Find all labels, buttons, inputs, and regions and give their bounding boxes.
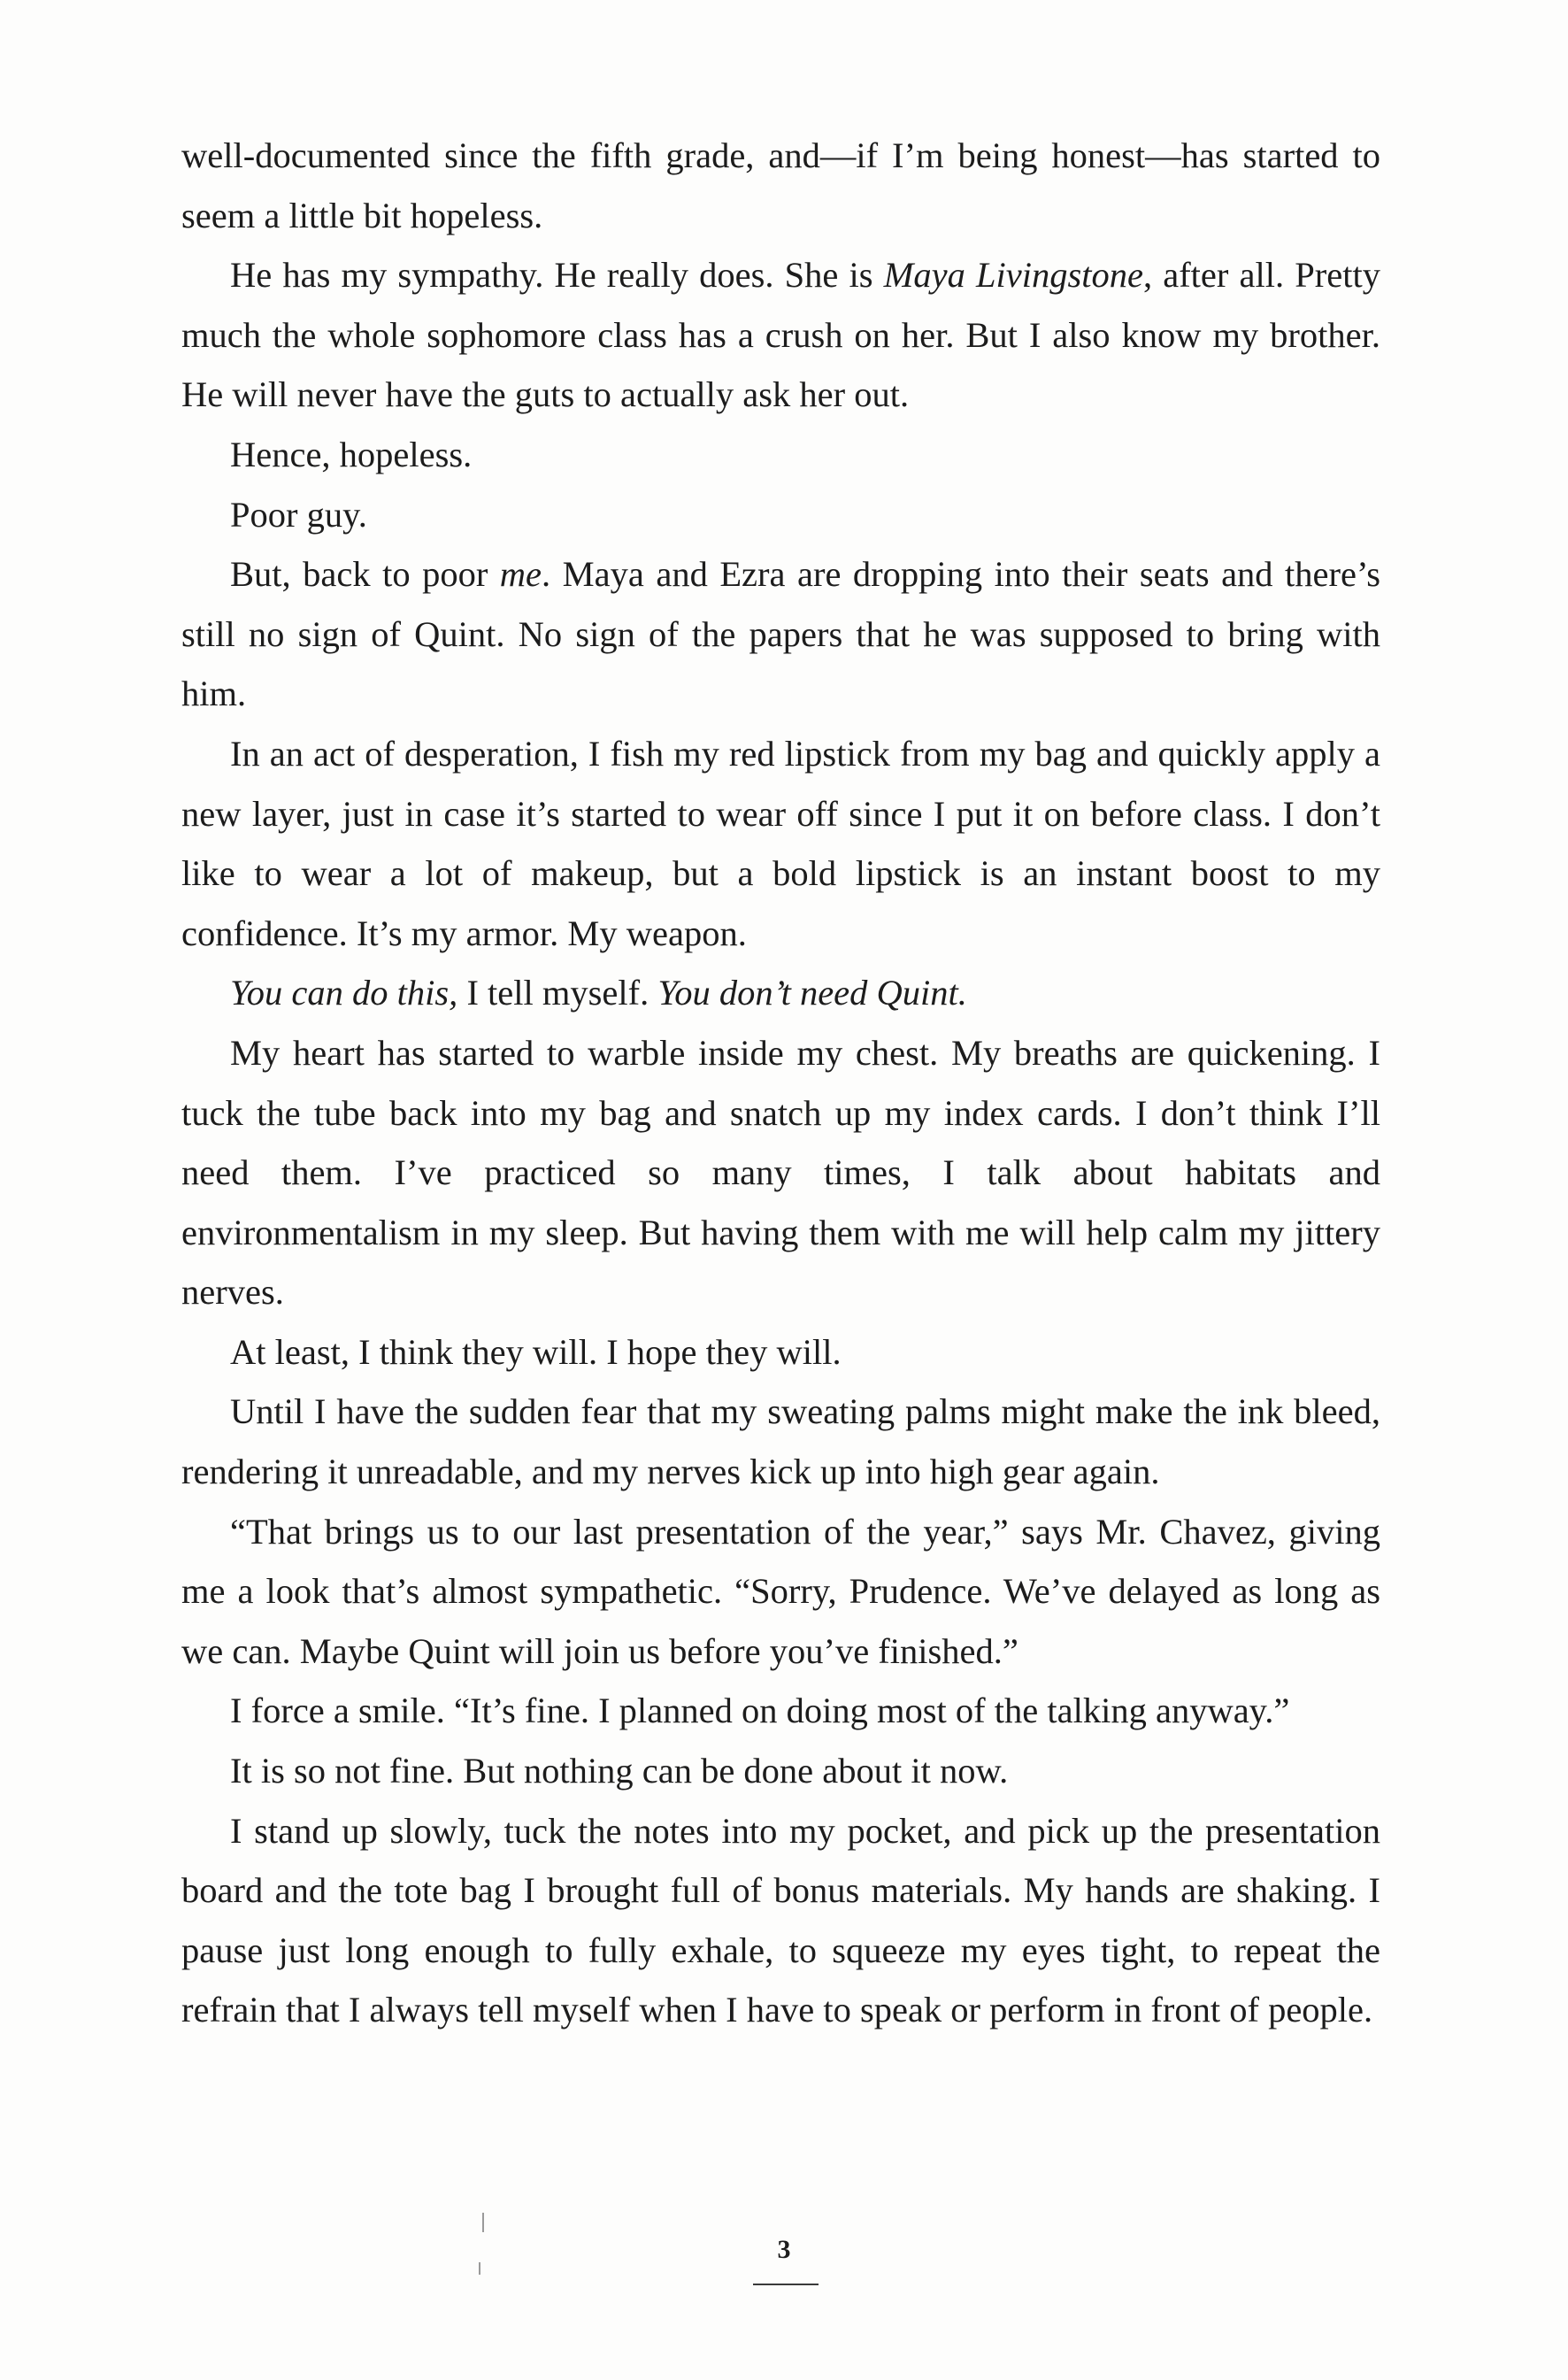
body-paragraph <box>181 1322 1380 1383</box>
scan-artifact-mark <box>479 2262 480 2275</box>
text-run: “That brings us to our last presentation of the year,” says Mr. Chavez, giving me a look that’s almost sympathetic. “Sorry, Prudence. We’ve delayed as long as we can. Maybe Quint will join us before you’ve finished.” <box>181 1511 1380 1671</box>
italic-text-run: You don’t need Quint. <box>657 973 967 1013</box>
text-run: I stand up slowly, tuck the notes into my pocket, and pick up the presentation board and the tote bag I brought full of bonus materials. My hands are shaking. I pause just long enough to fully exhale, to squeeze my eyes tight, to repeat the refrain that I always tell myself when I have to speak or perform in front of people. <box>181 1810 1380 2030</box>
italic-text-run: You can do this, <box>230 973 458 1013</box>
text-run: He has my sympathy. He really does. She is <box>230 255 884 296</box>
body-paragraph <box>181 245 1380 425</box>
body-paragraph <box>181 425 1380 485</box>
text-run: I force a smile. “It’s fine. I planned on doing most of the talking anyway.” <box>230 1691 1290 1731</box>
body-paragraph <box>181 1801 1380 2040</box>
italic-text-run: Maya Livingstone <box>883 255 1143 296</box>
body-paragraph <box>181 1382 1380 1501</box>
body-paragraph <box>181 1741 1380 1801</box>
text-run: . Maya and Ezra are dropping into their seats and there’s still no sign of Quint. No sign of the papers that he was supposed to bring with him. <box>181 554 1380 714</box>
page-body <box>181 126 1380 2040</box>
scan-artifact-mark <box>482 2213 484 2232</box>
text-run: Until I have the sudden fear that my sweating palms might make the ink bleed, rendering it unreadable, and my nerves kick up into high gear again. <box>181 1391 1380 1492</box>
text-run: It is so not fine. But nothing can be done about it now. <box>230 1751 1009 1791</box>
body-paragraph <box>181 1023 1380 1322</box>
body-paragraph <box>181 485 1380 545</box>
text-run: My heart has started to warble inside my chest. My breaths are quickening. I tuck the tube back into my bag and snatch up my index cards. I don’t think I’ll need them. I’ve practiced so many times, I talk about habitats and environmentalism in my sleep. But having them with me will help calm my jittery nerves. <box>181 1032 1380 1313</box>
page-number: 3 <box>777 2235 791 2264</box>
page-number-rule <box>753 2284 819 2285</box>
italic-text-run: me <box>499 554 542 595</box>
text-run: , after all. Pretty much the whole sophomore class has a crush on her. But I also know my brother. He will never have the guts to actually ask her out. <box>181 255 1380 415</box>
body-paragraph <box>181 126 1380 245</box>
text-run: In an act of desperation, I fish my red lipstick from my bag and quickly apply a new layer, just in case it’s started to wear off since I put it on before class. I don’t like to wear a lot of makeup, but a bold lipstick is an instant boost to my confidence. It’s my armor. My weapon. <box>181 733 1380 953</box>
body-paragraph <box>181 963 1380 1023</box>
body-paragraph <box>181 1681 1380 1741</box>
text-run: At least, I think they will. I hope they will. <box>230 1331 842 1372</box>
text-run: Poor guy. <box>230 494 367 535</box>
text-run: But, back to poor <box>230 554 500 595</box>
text-run: Hence, hopeless. <box>230 434 473 474</box>
body-paragraph <box>181 1502 1380 1682</box>
body-paragraph <box>181 724 1380 963</box>
text-run: I tell myself. <box>457 973 658 1013</box>
body-paragraph <box>181 544 1380 724</box>
text-run: well-documented since the fifth grade, and—if I’m being honest—has started to seem a little bit hopeless. <box>181 135 1380 235</box>
